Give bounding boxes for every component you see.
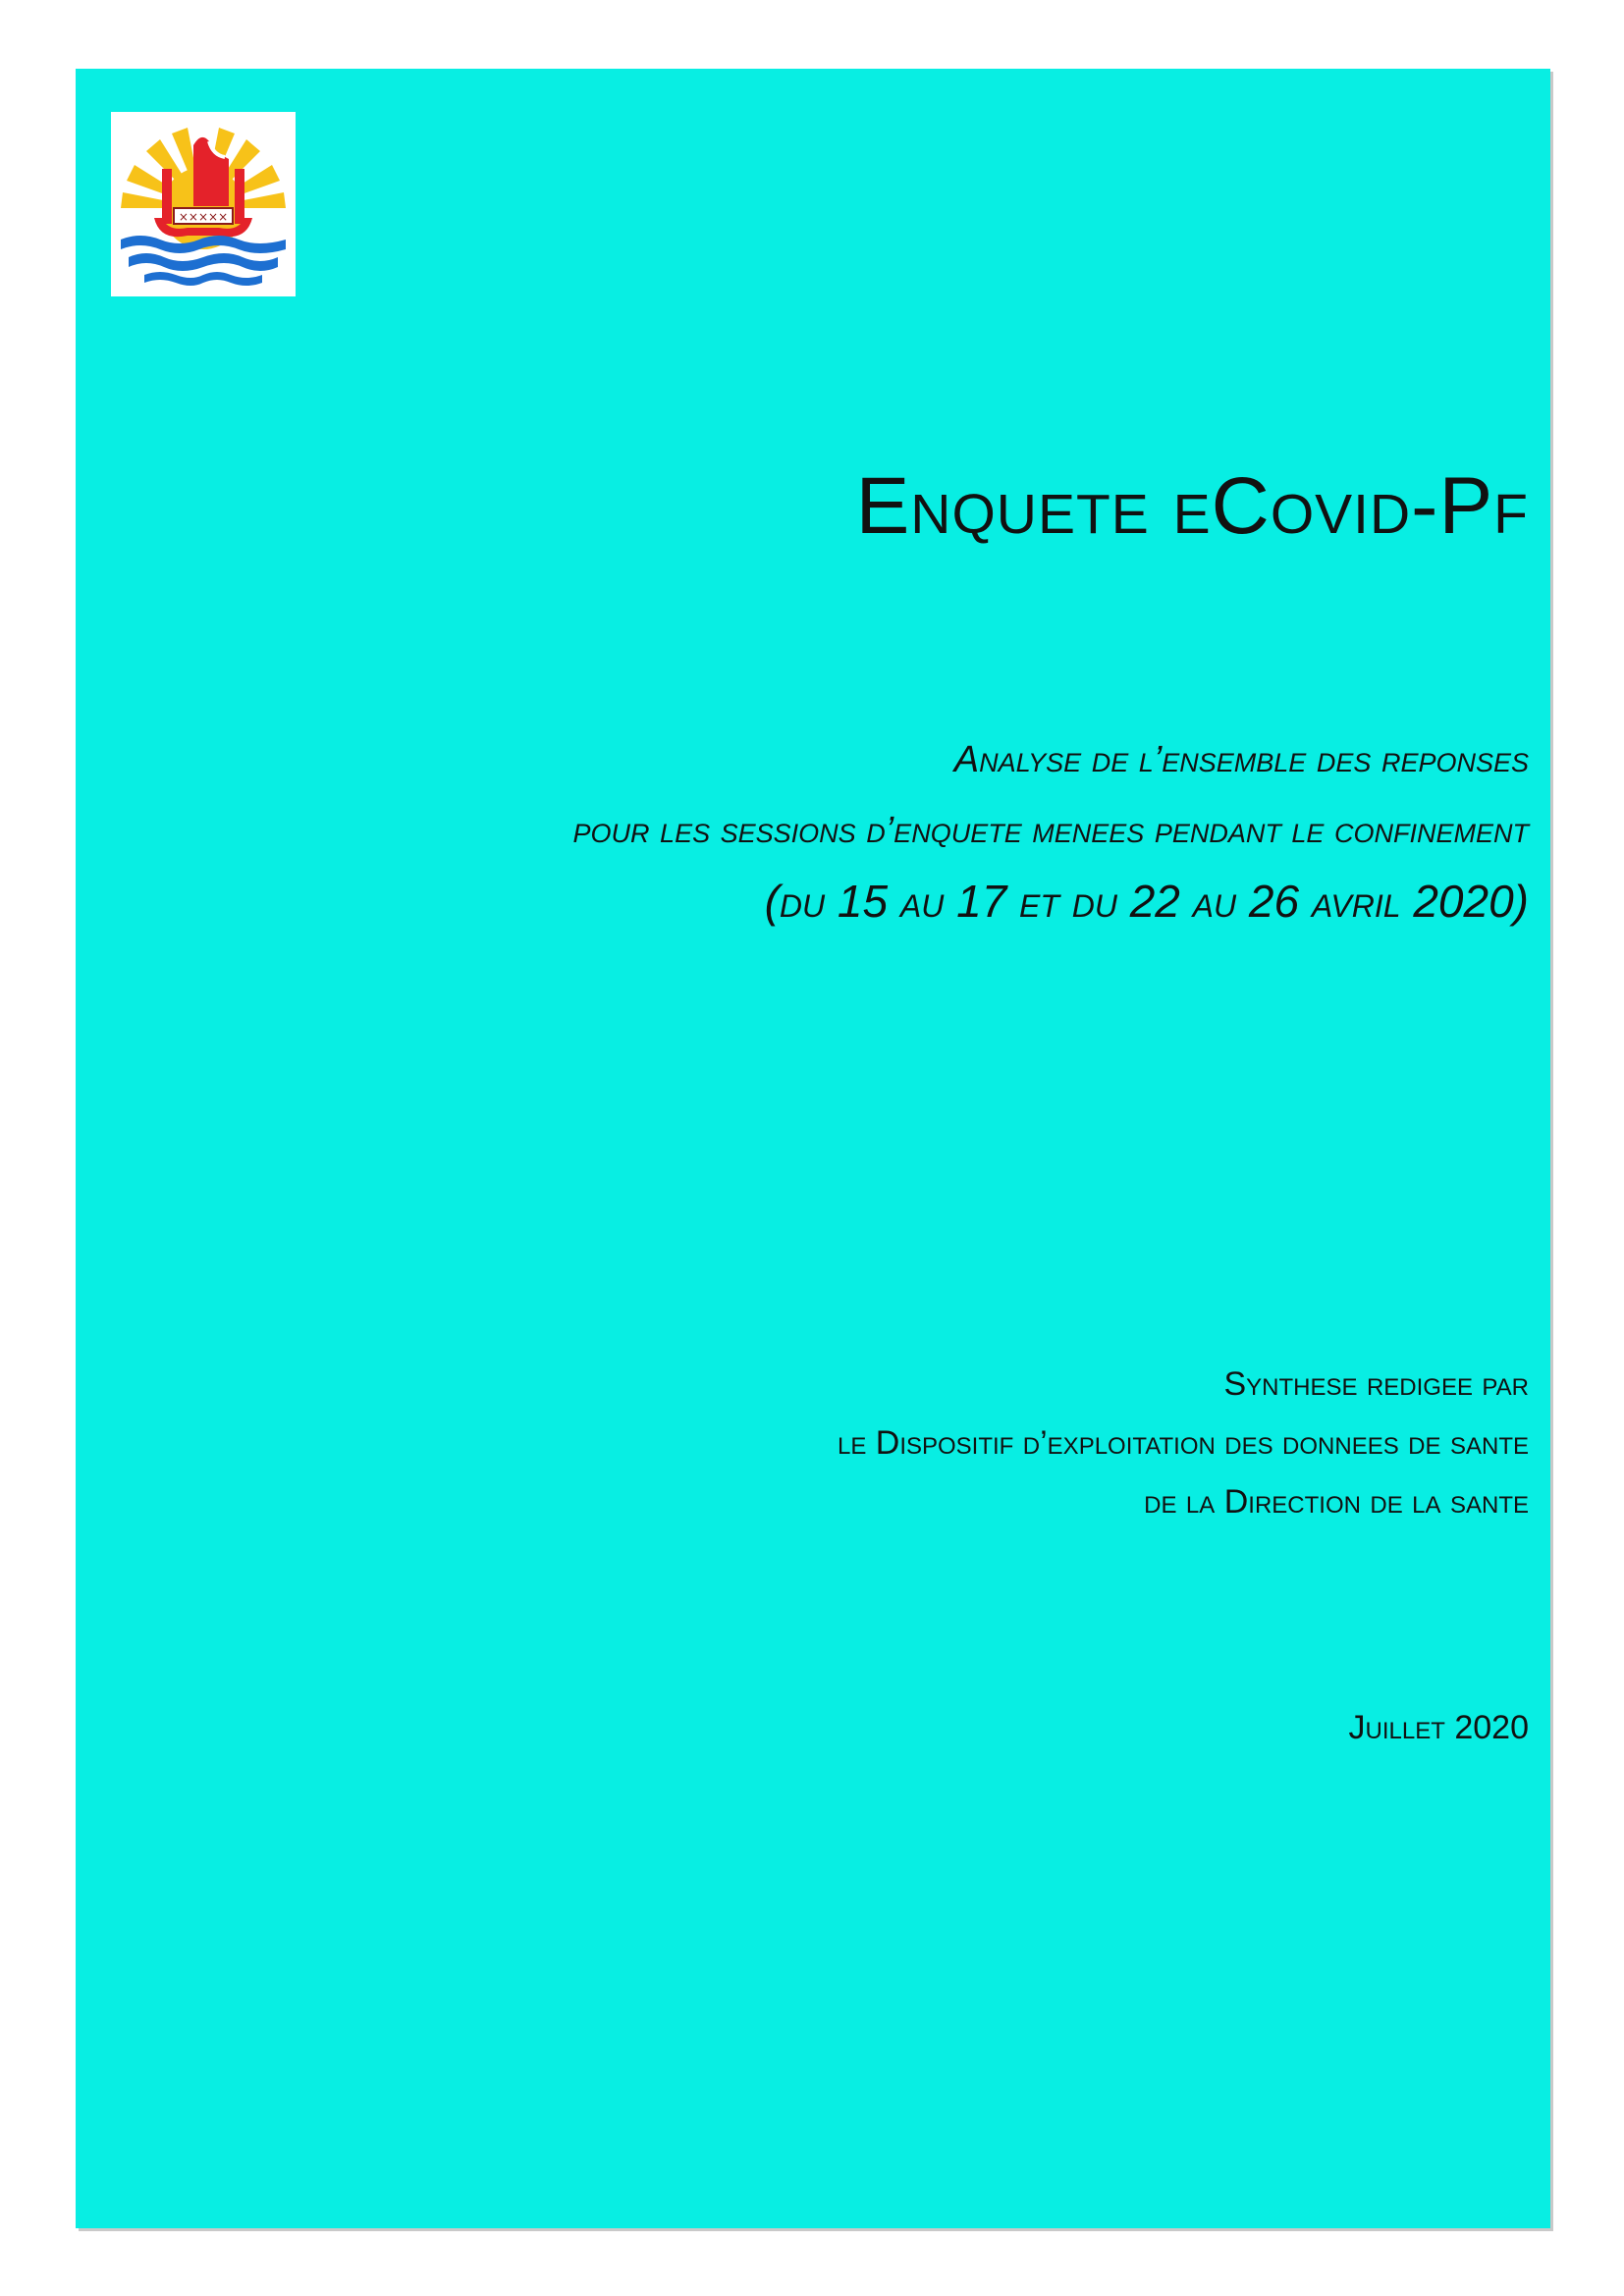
author-block [838,1355,1529,1531]
document-title: Enquete eCovid-Pf [855,461,1529,551]
svg-text:×××××: ××××× [178,210,229,224]
subtitle-line: pour les sessions d’enquete menees pendant le confinement [572,810,1529,851]
polynesia-coat-of-arms-icon [111,112,296,296]
subtitle-line: Analyse de l’ensemble des reponses [953,739,1529,780]
author-line: Synthese redigee par [1223,1365,1529,1403]
cover-page [76,69,1550,2228]
publication-date: Juillet 2020 [1348,1709,1529,1746]
author-line: le Dispositif d’exploitation des donnees de sante [837,1424,1529,1462]
subtitle-line: (du 15 au 17 et du 22 au 26 avril 2020) [764,876,1529,927]
document-subtitle [572,724,1529,936]
author-line: de la Direction de la sante [1144,1483,1529,1521]
